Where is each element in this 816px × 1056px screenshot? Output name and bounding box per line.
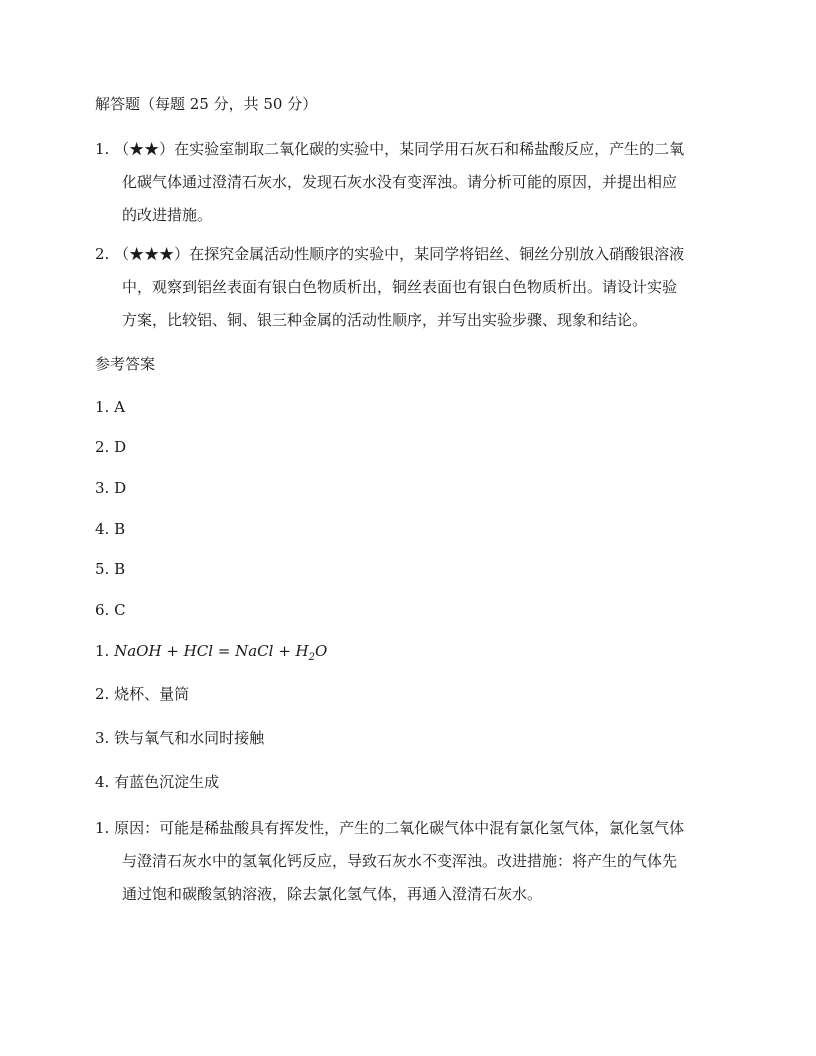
- question-number: 2.: [95, 245, 110, 263]
- question-line: 化碳气体通过澄清石灰水，发现石灰水没有变浑浊。请分析可能的原因，并提出相应: [122, 173, 678, 191]
- answer-text: C: [114, 601, 126, 619]
- answer-number: 3.: [95, 729, 110, 747]
- fill-answer-4: [95, 772, 219, 792]
- fill-answer-3: [95, 728, 264, 748]
- answer-text: A: [114, 398, 125, 416]
- choice-answer-5: [95, 559, 125, 579]
- choice-answer-3: [95, 478, 126, 498]
- question-number: 1.: [95, 140, 110, 158]
- answer-number: 4.: [95, 520, 110, 538]
- answer-text: B: [114, 520, 126, 538]
- choice-answer-2: [95, 437, 126, 457]
- answer-text: D: [114, 479, 127, 497]
- question-line: （★★）在实验室制取二氧化碳的实验中，某同学用石灰石和稀盐酸反应，产生的二氧: [114, 140, 685, 158]
- answer-number: 1.: [95, 398, 110, 416]
- answer-text: 铁与氧气和水同时接触: [114, 729, 265, 747]
- answer-number: 1.: [95, 819, 110, 837]
- answer-number: 4.: [95, 773, 110, 791]
- answer-number: 1.: [95, 642, 110, 660]
- answer-text: B: [114, 560, 126, 578]
- answer-number: 5.: [95, 560, 110, 578]
- section-title: 解答题（每题 25 分，共 50 分）: [95, 95, 318, 113]
- question-line: 的改进措施。: [122, 206, 213, 224]
- choice-answer-4: [95, 519, 125, 539]
- question-2: [95, 238, 720, 337]
- choice-answer-1: [95, 397, 125, 417]
- answer-text: 烧杯、量筒: [114, 685, 190, 703]
- answers-title: 参考答案: [95, 355, 156, 373]
- question-1: [95, 133, 720, 232]
- answer-text: D: [114, 438, 127, 456]
- answer-line: 与澄清石灰水中的氢氧化钙反应，导致石灰水不变浑浊。改进措施：将产生的气体先: [122, 852, 678, 870]
- answer-number: 2.: [95, 438, 110, 456]
- question-line: 中，观察到铝丝表面有银白色物质析出，铜丝表面也有银白色物质析出。请设计实验: [122, 278, 678, 296]
- answer-line: 通过饱和碳酸氢钠溶液，除去氯化氢气体，再通入澄清石灰水。: [122, 885, 543, 903]
- answer-text: 有蓝色沉淀生成: [114, 773, 220, 791]
- question-line: 方案，比较铝、铜、银三种金属的活动性顺序，并写出实验步骤、现象和结论。: [122, 311, 648, 329]
- answer-number: 2.: [95, 685, 110, 703]
- essay-answer-1: [95, 812, 720, 911]
- fill-answer-2: [95, 684, 189, 704]
- question-line: （★★★）在探究金属活动性顺序的实验中，某同学将铝丝、铜丝分别放入硝酸银溶液: [114, 245, 685, 263]
- answer-number: 3.: [95, 479, 110, 497]
- chemical-equation: NaOH + HCl = NaCl + $H_2O$: [114, 642, 328, 663]
- fill-answer-1: [95, 641, 327, 668]
- choice-answer-6: [95, 600, 126, 620]
- answer-line: 原因：可能是稀盐酸具有挥发性，产生的二氧化碳气体中混有氯化氢气体，氯化氢气体: [114, 819, 685, 837]
- answer-number: 6.: [95, 601, 110, 619]
